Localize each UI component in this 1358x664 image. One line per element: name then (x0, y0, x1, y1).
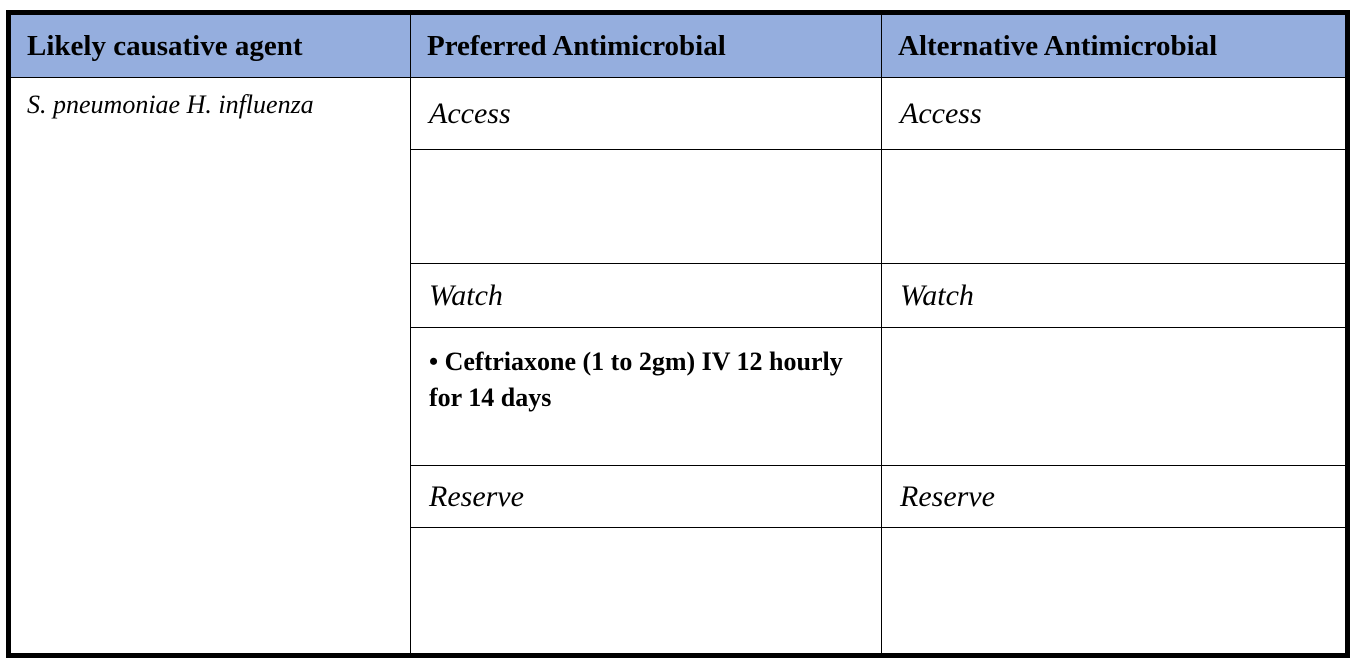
header-alternative: Alternative Antimicrobial (882, 15, 1346, 78)
header-row (11, 15, 1346, 78)
drug-item-ceftriaxone: • Ceftriaxone (1 to 2gm) IV 12 hourly for 14 days (429, 347, 843, 412)
header-agent: Likely causative agent (11, 15, 411, 78)
alternative-reserve-content (882, 528, 1346, 654)
preferred-access-label: Access (411, 78, 882, 150)
antimicrobial-table-frame (6, 10, 1350, 658)
preferred-reserve-label: Reserve (411, 466, 882, 528)
preferred-reserve-content (411, 528, 882, 654)
header-preferred: Preferred Antimicrobial (411, 15, 882, 78)
preferred-access-content (411, 150, 882, 264)
preferred-watch-content (411, 328, 882, 466)
alternative-reserve-label: Reserve (882, 466, 1346, 528)
preferred-watch-label: Watch (411, 264, 882, 328)
access-label-row (11, 78, 1346, 150)
alternative-access-content (882, 150, 1346, 264)
antimicrobial-table (10, 14, 1346, 654)
alternative-watch-content (882, 328, 1346, 466)
causative-agent-cell: S. pneumoniae H. influenza (11, 78, 411, 654)
alternative-access-label: Access (882, 78, 1346, 150)
alternative-watch-label: Watch (882, 264, 1346, 328)
